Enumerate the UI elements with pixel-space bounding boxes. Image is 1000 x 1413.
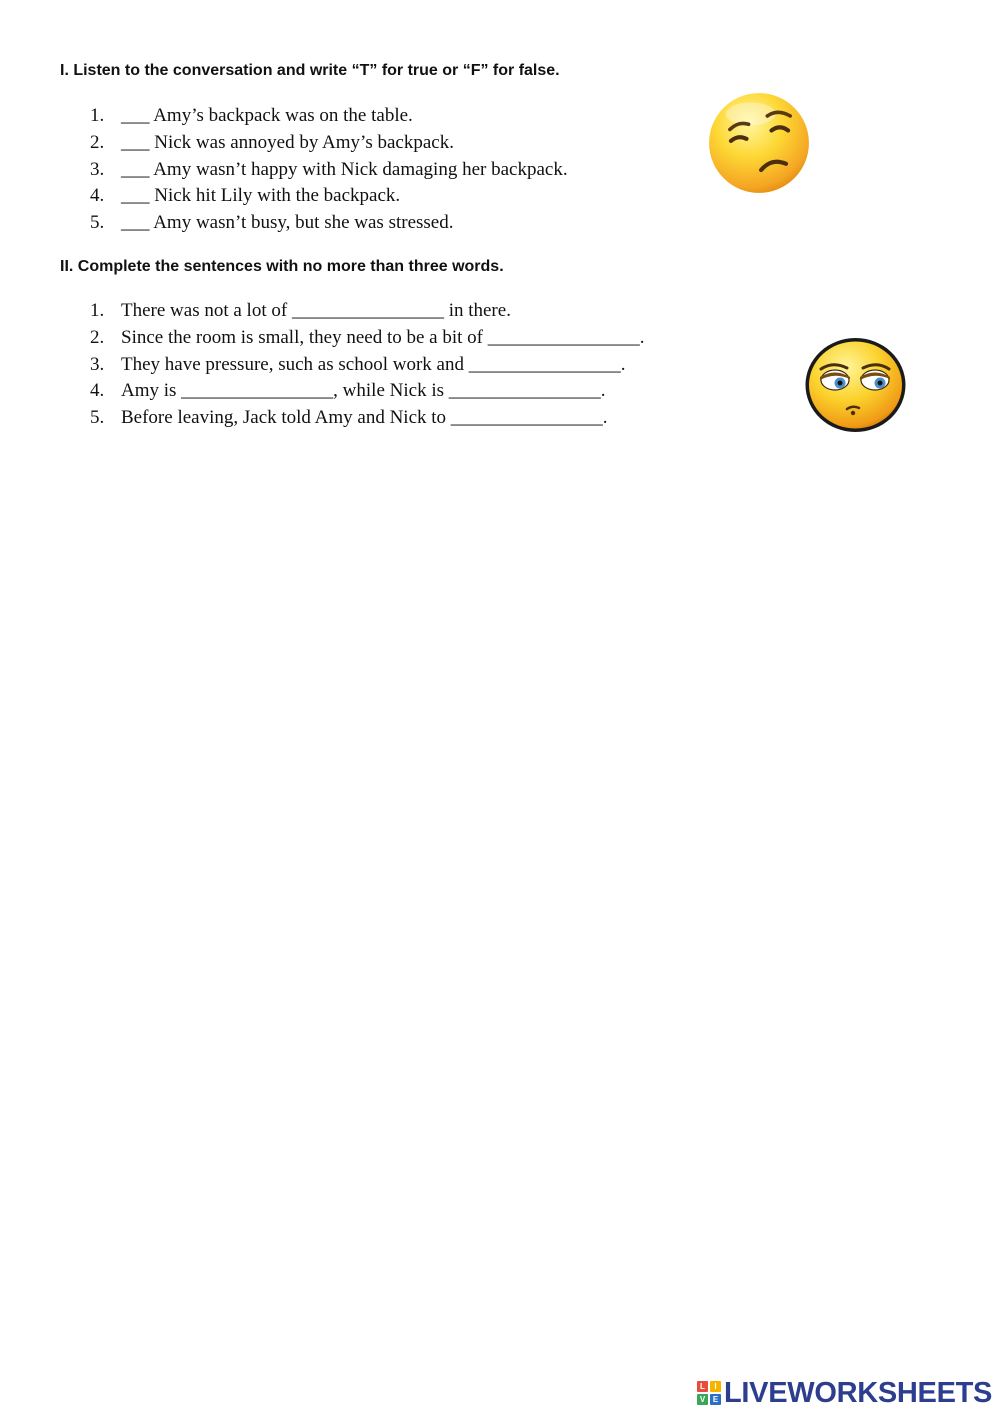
question-number: 3. [90,158,105,180]
logo-text: LIVEWORKSHEETS [724,1376,993,1409]
question-item [90,298,644,325]
question-item [90,405,644,432]
question-item [90,325,644,352]
question-number: 2. [90,131,105,153]
question-number: 1. [90,105,105,126]
fill-in-question-list [90,298,644,432]
question-text: ___ Amy wasn’t busy, but she was stressed. [121,212,454,234]
question-item [90,352,644,379]
smirking-face-icon [707,91,811,195]
question-item [90,103,568,130]
question-item [90,130,568,157]
question-number: 5. [90,212,105,234]
question-number: 2. [90,326,105,348]
question-item [90,157,568,184]
question-text: ___ Amy’s backpack was on the table. [121,105,413,126]
section-1-heading: I. Listen to the conversation and write “T” for true or “F” for false. [60,62,560,79]
logo-cell: E [710,1394,721,1405]
question-text: Before leaving, Jack told Amy and Nick to ________________. [121,407,608,429]
logo-cell: L [697,1381,708,1392]
question-item [90,210,568,237]
question-text: ___ Nick hit Lily with the backpack. [121,185,401,207]
true-false-question-list [90,103,568,237]
question-number: 4. [90,185,105,207]
question-text: There was not a lot of ________________ in there. [121,300,511,321]
question-number: 3. [90,353,105,375]
question-text: ___ Amy wasn’t happy with Nick damaging her backpack. [121,158,568,180]
question-number: 4. [90,380,105,402]
question-item [90,183,568,210]
question-number: 1. [90,300,105,321]
logo-cell: I [710,1381,721,1392]
question-text: Amy is ________________, while Nick is ________________. [121,380,606,402]
liveworksheets-logo [697,1376,992,1410]
question-text: They have pressure, such as school work and ________________. [121,353,626,375]
question-text: ___ Nick was annoyed by Amy’s backpack. [121,131,454,153]
eye-roll-face-icon [803,335,908,435]
question-number: 5. [90,407,105,429]
logo-cell: V [697,1394,708,1405]
logo-mark-icon [697,1381,721,1405]
section-2-heading: II. Complete the sentences with no more than three words. [60,258,504,275]
question-text: Since the room is small, they need to be a bit of ________________. [121,326,645,348]
question-item [90,378,644,405]
